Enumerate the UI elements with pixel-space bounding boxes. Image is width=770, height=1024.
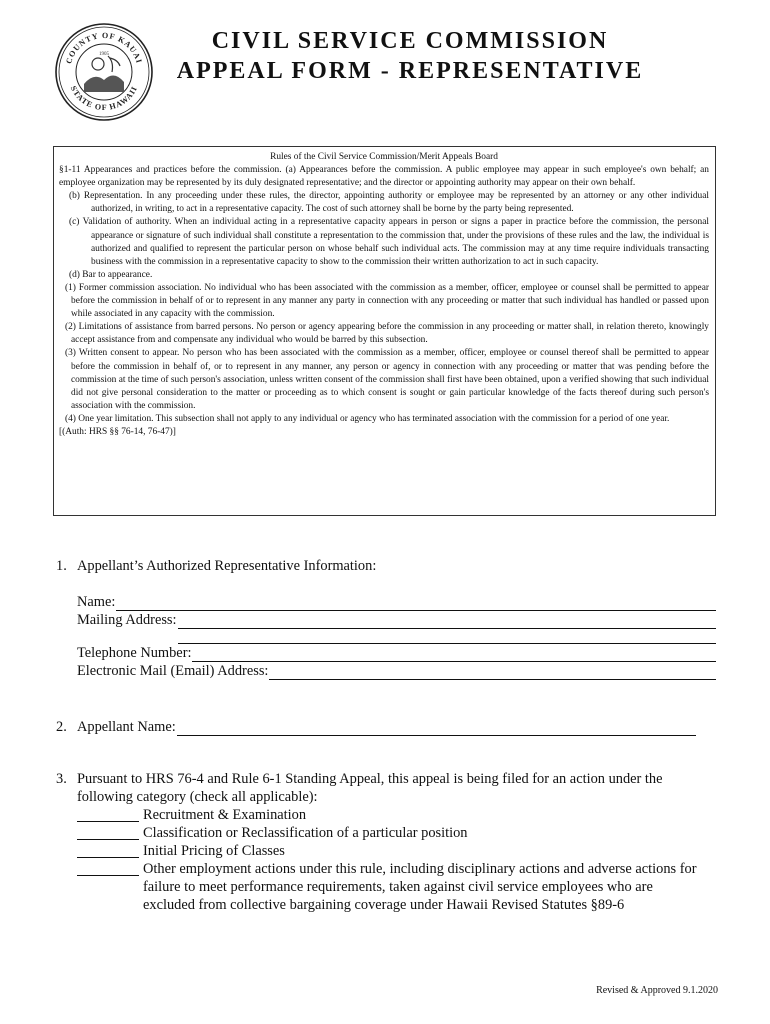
rules-paragraph-d4: (4) One year limitation. This subsection shall not apply to any individual or agency who has terminated association with the commission for a period of one year. [65, 413, 670, 424]
rules-paragraph-d1: (1) Former commission association. No individual who has been associated with the commission as a member, officer, employee or counsel shall be permitted to appear before the commission in behalf of or to represent in any manner any party in connection with any proceeding or matter that such individual has handled or passed upon while associated in any capacity with the commission. [65, 282, 709, 320]
category-option[interactable] [77, 806, 706, 824]
telephone-label: Telephone Number: [77, 645, 192, 661]
rules-authority: [(Auth: HRS §§ 76-14, 76-47)] [59, 426, 176, 437]
section-1 [56, 557, 716, 680]
section-3 [56, 770, 706, 914]
rules-heading: Rules of the Civil Service Commission/Merit Appeals Board [270, 152, 498, 162]
section-2 [56, 718, 696, 736]
mailing-address-label: Mailing Address: [77, 612, 177, 628]
telephone-line[interactable] [192, 647, 716, 662]
category-label: Classification or Reclassification of a particular position [143, 825, 468, 841]
email-field[interactable] [77, 662, 716, 680]
appellant-name-field[interactable] [56, 718, 696, 736]
svg-text:COUNTY OF KAUAI [64, 31, 144, 65]
mailing-address-line-2[interactable] [178, 629, 716, 644]
rules-paragraph-b: (b) Representation. In any proceeding under these rules, the director, appointing authority or employee may be represented by an attorney or any other individual authorized, in writing, to act in a representative capacity. The cost of such attorney shall be borne by the party being represented. [69, 191, 709, 215]
county-seal [54, 22, 154, 122]
category-option[interactable] [77, 824, 706, 842]
mailing-address-line[interactable] [178, 614, 716, 629]
rules-paragraph-d: (d) Bar to appearance. [69, 269, 153, 280]
title-line-2: APPEAL FORM - REPRESENTATIVE [176, 58, 644, 84]
rules-box [53, 146, 716, 516]
title-line-1: CIVIL SERVICE COMMISSION [211, 28, 609, 54]
section-1-heading: Appellant’s Authorized Representative Information: [77, 558, 377, 574]
email-label: Electronic Mail (Email) Address: [77, 663, 269, 679]
rules-paragraph-a: §1-11 Appearances and practices before the commission. (a) Appearances before the commission. A public employee may appear in such employee's own behalf; an employee organization may be represented by its duly designated representative; and the director or appointing authority may appear on their own behalf. [59, 165, 709, 189]
category-checkbox[interactable] [77, 808, 139, 822]
rules-paragraph-d3: (3) Written consent to appear. No person who has been associated with the commission as a member, officer, employee or counsel thereof shall be permitted to appear before the commission in behalf of, or to represent in any manner, any person or agency in connection with any proceeding or matter that was pending before the commission at the time of such person's association, unless written consent of the commission shall first have been obtained, upon a verified showing that such individual did not give personal consideration to the matter or proceeding as to which consent is sought or gain particular knowledge of the facts thereof during such person's association with the commission. [65, 348, 709, 411]
mailing-address-field[interactable] [77, 611, 716, 629]
category-option[interactable] [77, 860, 706, 914]
rules-paragraph-c: (c) Validation of authority. When an individual acting in a representative capacity appears in person or signs a paper in practice before the commission, the personal appearance or signature of such individual shall constitute a representation to the commission that, under the provisions of these rules and the law, the individual is authorized and qualified to represent the particular person on whose behalf such individual acts. The commission may at any time require individuals transacting business with the commission in a representative capacity to show to the commission their written authorization to act in such capacity. [69, 217, 709, 267]
name-label: Name: [77, 594, 116, 610]
section-3-number: 3. [56, 771, 67, 787]
category-label: Initial Pricing of Classes [143, 843, 285, 859]
section-2-number: 2. [56, 719, 67, 735]
category-label: Recruitment & Examination [143, 807, 307, 823]
category-checkbox[interactable] [77, 844, 139, 858]
telephone-field[interactable] [77, 644, 716, 662]
category-checkbox[interactable] [77, 862, 139, 876]
seal-bottom-text: STATE OF HAWAII [68, 84, 140, 113]
rules-paragraph-d2: (2) Limitations of assistance from barred persons. No person or agency appearing before the commission in any proceeding or matter shall, in relation thereto, knowingly accept assistance from and compensate any individual who would be barred by this subsection. [65, 322, 709, 346]
revision-note: Revised & Approved 9.1.2020 [596, 985, 718, 996]
page-title [160, 26, 660, 86]
seal-year: 1905 [99, 52, 109, 57]
email-line[interactable] [269, 665, 716, 680]
mailing-address-field-2[interactable] [77, 629, 716, 644]
category-option[interactable] [77, 842, 706, 860]
section-1-number: 1. [56, 558, 67, 574]
appellant-name-line[interactable] [177, 721, 696, 736]
seal-top-text: COUNTY OF KAUAI [64, 30, 144, 65]
name-line[interactable] [116, 596, 716, 611]
appellant-name-label: Appellant Name: [77, 719, 176, 735]
category-label: Other employment actions under this rule, including disciplinary actions and adverse actions for failure to meet performance requirements, taken against civil service employees who are excluded from collective bargaining coverage under Hawaii Revised Statutes §89-6 [143, 861, 697, 913]
category-checkbox[interactable] [77, 826, 139, 840]
section-3-intro: Pursuant to HRS 76-4 and Rule 6-1 Standing Appeal, this appeal is being filed for an action under the following category (check all applicable): [77, 771, 663, 805]
name-field[interactable] [77, 593, 716, 611]
